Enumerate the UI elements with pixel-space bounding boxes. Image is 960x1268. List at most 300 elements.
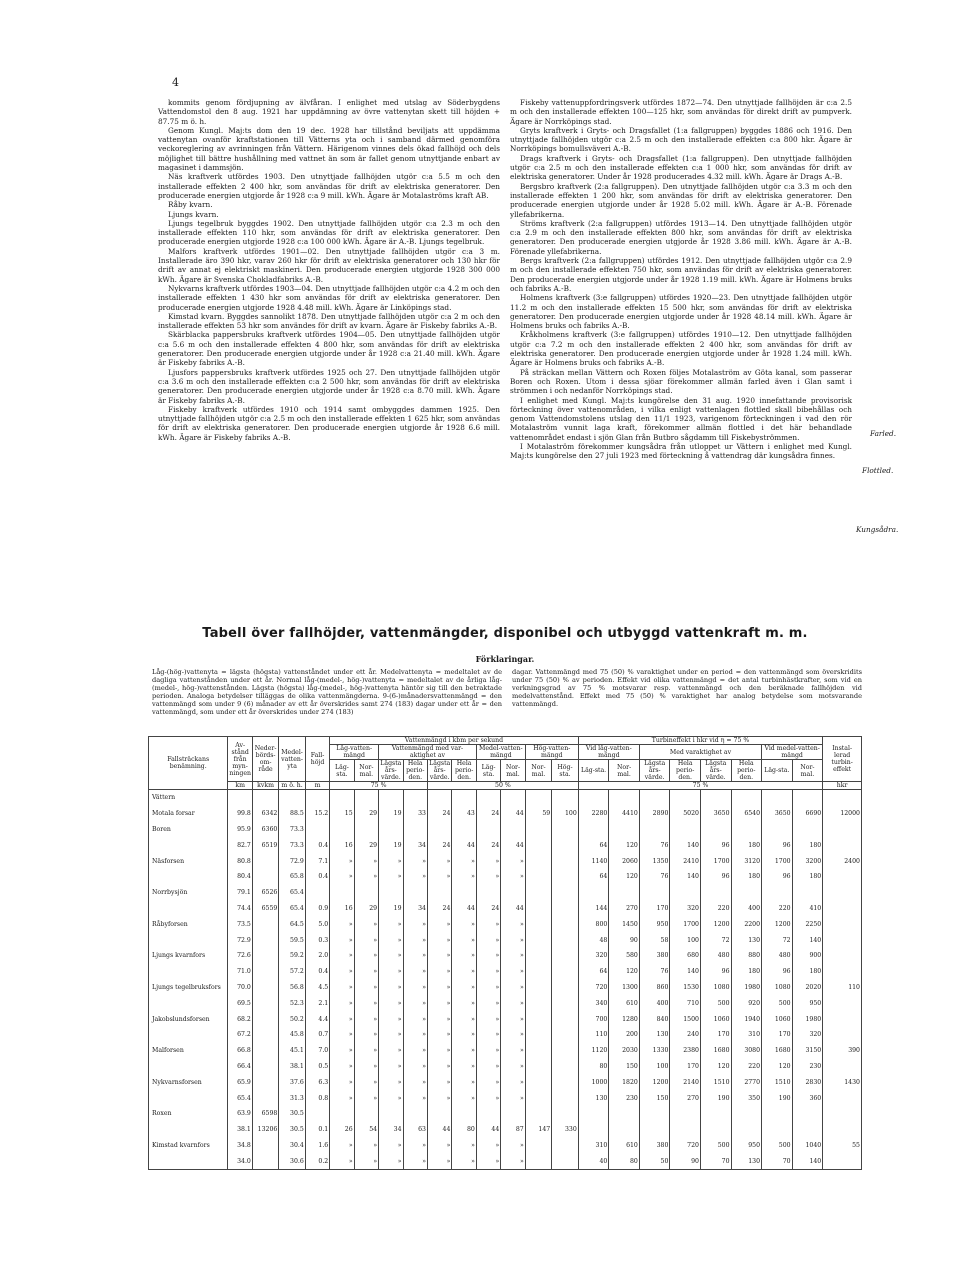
table-cell: 50.2	[279, 1011, 305, 1027]
paragraph: Bergsbro kraftverk (2:a fallgruppen). Den utnyttjade fallhöjden utgör c:a 3.3 m och den installerade effekten 1 200 hkr, som användas för drift av elektriska generatorer. Den producerade energien utgjorde under år 1928 5.02 mill. kWh. Ägare är A.-B. Förenade yllefabrikerna.	[510, 181, 852, 219]
table-cell: 6342	[252, 806, 278, 822]
table-cell	[552, 1090, 579, 1106]
table-cell	[525, 901, 551, 917]
table-cell: 38.1	[279, 1059, 305, 1075]
table-cell	[525, 853, 551, 869]
explanation-right: dagar. Vattenmängd med 75 (50) % varaktighet under en period = den vattenmängd som överskridits under 75 (50) % av perioden. Effekt vid olika vattenmängd = det antal turbinhästkrafter, som vid en verkningsgrad av 75 % motsvarar resp. vattenmängd och den beräknade fallhöjden vid medelvattenstånd. Effekt med 75 (50) % varaktighet har analog betydelse som motsvarande vattenmängd.	[512, 668, 862, 709]
table-cell: »	[330, 964, 354, 980]
table-cell: »	[379, 1153, 403, 1169]
table-cell	[700, 1122, 731, 1138]
table-cell: 87	[501, 1122, 525, 1138]
table-cell: 2020	[792, 980, 823, 996]
table-cell: 96	[700, 837, 731, 853]
table-cell: 2380	[670, 1043, 701, 1059]
table-cell: 120	[762, 1059, 793, 1075]
table-cell: 72.9	[228, 932, 252, 948]
margin-note-flottled: Flottled.	[862, 466, 894, 475]
table-cell: »	[330, 916, 354, 932]
table-cell	[525, 1043, 551, 1059]
table-cell: 64	[578, 837, 609, 853]
table-cell: 350	[731, 1090, 762, 1106]
table-cell: 16	[330, 837, 354, 853]
table-cell: 170	[762, 1027, 793, 1043]
table-cell	[639, 1122, 670, 1138]
table-cell: 1300	[609, 980, 640, 996]
table-cell: 120	[609, 837, 640, 853]
table-row	[149, 1043, 862, 1059]
table-cell: »	[501, 1027, 525, 1043]
table-cell: 230	[609, 1090, 640, 1106]
table-cell: 180	[792, 837, 823, 853]
table-cell	[670, 1122, 701, 1138]
table-cell: 1080	[762, 980, 793, 996]
table-cell: »	[403, 932, 427, 948]
table-cell: 1530	[670, 980, 701, 996]
table-cell: »	[330, 1059, 354, 1075]
table-cell: 15	[330, 806, 354, 822]
table-cell	[305, 1106, 329, 1122]
table-cell: »	[501, 1059, 525, 1075]
table-cell: 580	[609, 948, 640, 964]
table-row	[149, 932, 862, 948]
table-cell	[792, 1106, 823, 1122]
table-cell: »	[476, 1059, 500, 1075]
table-cell	[552, 1027, 579, 1043]
table-cell: 67.2	[228, 1027, 252, 1043]
table-cell	[305, 885, 329, 901]
table-row	[149, 790, 862, 806]
table-cell	[552, 1074, 579, 1090]
table-cell: 6.3	[305, 1074, 329, 1090]
table-cell	[330, 885, 354, 901]
table-cell	[670, 822, 701, 838]
table-cell	[578, 1122, 609, 1138]
row-name-cell: Norrbysjön	[149, 885, 228, 901]
header-normal: Nor-mal.	[792, 760, 823, 782]
table-cell: 45.8	[279, 1027, 305, 1043]
table-cell: 30.5	[279, 1106, 305, 1122]
table-cell: 500	[762, 1138, 793, 1154]
table-cell: »	[427, 1090, 451, 1106]
table-cell: 140	[792, 1153, 823, 1169]
paragraph: Ljungs tegelbruk byggdes 1902. Den utnyttjade fallhöjden utgör c:a 2.3 m och den installerade effekten 110 hkr, som användas för drift av elektriska generatorer. Den producerade energien utgjorde 1928 c:a 100 000 kWh. Ägare är A.-B. Ljungs tegelbruk.	[158, 218, 500, 247]
table-cell: 144	[578, 901, 609, 917]
table-cell: 1000	[578, 1074, 609, 1090]
table-cell: 1980	[792, 1011, 823, 1027]
table-cell: »	[452, 980, 476, 996]
table-cell: 220	[762, 901, 793, 917]
table-cell: »	[354, 869, 378, 885]
table-cell	[427, 885, 451, 901]
table-cell	[501, 1106, 525, 1122]
table-cell: »	[427, 1043, 451, 1059]
table-cell: »	[354, 980, 378, 996]
table-cell: »	[379, 853, 403, 869]
table-cell: »	[403, 1153, 427, 1169]
table-cell	[379, 885, 403, 901]
table-cell: 58	[639, 932, 670, 948]
table-cell	[252, 853, 278, 869]
table-cell: »	[427, 853, 451, 869]
table-cell: 6360	[252, 822, 278, 838]
header-varaktighet: Vattenmängd med var-aktighet av	[379, 745, 477, 760]
table-cell	[252, 964, 278, 980]
header-lagvattenmangd: Låg-vatten-mängd	[330, 745, 379, 760]
table-cell	[252, 932, 278, 948]
table-cell	[639, 790, 670, 806]
table-cell: 6519	[252, 837, 278, 853]
table-cell: »	[476, 995, 500, 1011]
table-cell: »	[354, 1074, 378, 1090]
table-cell: 71.0	[228, 964, 252, 980]
table-cell	[552, 869, 579, 885]
table-cell	[525, 1106, 551, 1122]
table-cell: 900	[792, 948, 823, 964]
table-cell	[609, 1106, 640, 1122]
table-cell: »	[379, 916, 403, 932]
table-cell: »	[476, 853, 500, 869]
table-cell: 80	[452, 1122, 476, 1138]
header-lagsta: Läg-sta.	[762, 760, 793, 782]
table-cell: »	[452, 1059, 476, 1075]
table-cell	[330, 1106, 354, 1122]
table-cell	[639, 1106, 670, 1122]
table-cell: 34.8	[228, 1138, 252, 1154]
table-cell: 65.4	[279, 901, 305, 917]
table-cell: 34.0	[228, 1153, 252, 1169]
table-cell	[670, 885, 701, 901]
table-cell: 4410	[609, 806, 640, 822]
header-lagsta-arsvarde: Lägsta års-värde.	[639, 760, 670, 782]
table-cell	[452, 790, 476, 806]
table-cell: 120	[609, 964, 640, 980]
table-cell: 0.3	[305, 932, 329, 948]
table-cell: »	[427, 1153, 451, 1169]
table-cell: »	[379, 932, 403, 948]
table-cell: 0.2	[305, 1153, 329, 1169]
table-cell: 1700	[670, 916, 701, 932]
table-cell: 2200	[731, 916, 762, 932]
header-lagsta: Läg-sta.	[476, 760, 500, 782]
table-row	[149, 869, 862, 885]
table-cell	[823, 790, 862, 806]
table-cell: 100	[639, 1059, 670, 1075]
table-cell: 30.4	[279, 1138, 305, 1154]
table-cell	[525, 932, 551, 948]
table-cell	[731, 790, 762, 806]
table-cell: 1200	[639, 1074, 670, 1090]
table-cell	[792, 822, 823, 838]
table-cell	[823, 1153, 862, 1169]
table-cell	[501, 822, 525, 838]
table-cell: 3650	[700, 806, 731, 822]
table-cell: 200	[609, 1027, 640, 1043]
table-cell: 7.0	[305, 1043, 329, 1059]
table-cell	[252, 1043, 278, 1059]
table-cell: 96	[700, 869, 731, 885]
row-name-cell: Ljungs kvarnfors	[149, 948, 228, 964]
table-cell: »	[403, 1074, 427, 1090]
table-cell	[252, 916, 278, 932]
table-cell: »	[354, 932, 378, 948]
table-row	[149, 916, 862, 932]
table-cell: 860	[639, 980, 670, 996]
table-cell: »	[476, 1153, 500, 1169]
table-cell: »	[501, 1011, 525, 1027]
table-cell	[670, 1106, 701, 1122]
table-cell: 65.8	[279, 869, 305, 885]
table-cell: 180	[792, 869, 823, 885]
table-cell: 55	[823, 1138, 862, 1154]
table-cell: 33	[403, 806, 427, 822]
table-cell: 80	[578, 1059, 609, 1075]
table-cell: »	[379, 964, 403, 980]
table-cell	[525, 822, 551, 838]
row-name-cell	[149, 1059, 228, 1075]
header-vid-medel: Vid medel-vatten-mängd	[762, 745, 823, 760]
table-cell: 96	[762, 869, 793, 885]
row-name-cell	[149, 1090, 228, 1106]
row-name-cell: Jakobslundsforsen	[149, 1011, 228, 1027]
table-cell: 1980	[731, 980, 762, 996]
table-cell: 1120	[578, 1043, 609, 1059]
table-row	[149, 837, 862, 853]
paragraph: Ströms kraftverk (2:a fallgruppen) utfördes 1913—14. Den utnyttjade fallhöjden utgör c:a 2.9 m och den installerade effekten 800 hkr, som användas för drift av elektriska generatorer. Den producerade energien utgjorde år 1928 3.86 mill. kWh. Ägare är A.-B. Förenade yllefabrikerna.	[510, 218, 852, 256]
table-cell: »	[452, 853, 476, 869]
header-normal: Nor-mal.	[609, 760, 640, 782]
table-cell: 130	[731, 932, 762, 948]
table-cell: 4.5	[305, 980, 329, 996]
table-cell: 0.4	[305, 837, 329, 853]
table-cell: »	[379, 1138, 403, 1154]
table-cell: 52.3	[279, 995, 305, 1011]
table-cell: 63.9	[228, 1106, 252, 1122]
table-cell	[762, 1106, 793, 1122]
table-cell: »	[354, 1043, 378, 1059]
table-cell: 1430	[823, 1074, 862, 1090]
table-cell	[823, 822, 862, 838]
table-cell	[552, 995, 579, 1011]
table-cell	[552, 885, 579, 901]
table-cell	[427, 1106, 451, 1122]
paragraph: På sträckan mellan Vättern och Roxen följes Motalaström av Göta kanal, som passerar Boren och Roxen. Utom i dessa sjöar förekommer allmän farled även i Glan samt i strömmen i och nedanför Norrköpings stad.	[510, 367, 852, 396]
table-cell: 6526	[252, 885, 278, 901]
table-cell	[552, 822, 579, 838]
table-cell: 1510	[700, 1074, 731, 1090]
row-name-cell	[149, 1027, 228, 1043]
table-cell: »	[379, 1027, 403, 1043]
paragraph: Kråkholmens kraftverk (3:e fallgruppen) utfördes 1910—12. Den utnyttjade fallhöjden utgör c:a 7.2 m och den installerade effekten 2 400 hkr, som användas för drift av elektriska generatorer. Den producerade energien utgjorde under år 1928 1.24 mill. kWh. Ägare är Holmens bruks och fabriks A.-B.	[510, 330, 852, 368]
table-cell: 920	[731, 995, 762, 1011]
table-row	[149, 1106, 862, 1122]
table-cell: 0.9	[305, 901, 329, 917]
table-cell: 380	[639, 948, 670, 964]
table-cell	[252, 1138, 278, 1154]
table-cell: 130	[639, 1027, 670, 1043]
table-cell: »	[330, 1011, 354, 1027]
table-cell: »	[354, 1059, 378, 1075]
table-cell: 310	[578, 1138, 609, 1154]
row-name-cell	[149, 869, 228, 885]
table-cell: »	[501, 1090, 525, 1106]
right-text-column	[510, 98, 852, 461]
table-cell: 180	[731, 964, 762, 980]
table-cell	[823, 1059, 862, 1075]
table-cell: »	[354, 1011, 378, 1027]
table-cell: 680	[670, 948, 701, 964]
row-name-cell	[149, 901, 228, 917]
table-cell: »	[403, 1027, 427, 1043]
table-cell: 44	[452, 901, 476, 917]
table-row	[149, 1153, 862, 1169]
table-cell: »	[476, 916, 500, 932]
table-cell: »	[403, 1090, 427, 1106]
paragraph: Holmens kraftverk (3:e fallgruppen) utfördes 1920—23. Den utnyttjade fallhöjden utgör 11.2 m och den installerade effekten 15 500 hkr, som användas för drift av elektriska generatorer. Den producerade energien utgjorde under år 1928 48.14 mill. kWh. Ägare är Holmens bruks och fabriks A.-B.	[510, 293, 852, 331]
paragraph: Ljungs kvarn.	[168, 209, 219, 219]
table-cell: 82.7	[228, 837, 252, 853]
table-cell: 79.1	[228, 885, 252, 901]
table-cell: 500	[700, 1138, 731, 1154]
table-cell: 2030	[609, 1043, 640, 1059]
table-cell	[762, 790, 793, 806]
table-cell: 5020	[670, 806, 701, 822]
table-cell: 7.1	[305, 853, 329, 869]
table-cell: »	[452, 1090, 476, 1106]
table-title: Tabell över fallhöjder, vattenmängder, disponibel och utbyggd vattenkraft m. m.	[202, 626, 808, 641]
table-cell	[354, 1106, 378, 1122]
table-cell: 26	[330, 1122, 354, 1138]
table-cell: »	[452, 948, 476, 964]
table-cell: »	[452, 1074, 476, 1090]
table-cell: 1680	[762, 1043, 793, 1059]
table-cell: 170	[700, 1027, 731, 1043]
table-cell: »	[501, 995, 525, 1011]
table-cell: 0.1	[305, 1122, 329, 1138]
table-cell: »	[354, 995, 378, 1011]
table-cell: 1080	[700, 980, 731, 996]
table-cell	[639, 885, 670, 901]
table-cell: 38.1	[228, 1122, 252, 1138]
table-cell: 96	[762, 964, 793, 980]
table-row	[149, 964, 862, 980]
paragraph: I Motalaström förekommer kungsådra från utloppet ur Vättern i enlighet med Kungl. Maj:ts kungörelse den 27 juli 1923 med förteckning å vattendrag där kungsådra finnes.	[510, 441, 852, 461]
table-cell	[731, 822, 762, 838]
table-cell: »	[330, 1138, 354, 1154]
paragraph: Fiskeby kraftverk utfördes 1910 och 1914 samt ombyggdes dammen 1925. Den utnyttjade fallhöjden utgör c:a 2.5 m och den installerade effekten 1 625 hkr, som användas för drift av elektriska generatorer. Den producerade energien utgjorde år 1928 6.6 mill. kWh. Ägare är Fiskeby fabriks A.-B.	[158, 404, 500, 442]
table-cell: 70.0	[228, 980, 252, 996]
table-cell: 76	[639, 837, 670, 853]
table-cell: 73.3	[279, 837, 305, 853]
table-cell: »	[379, 1043, 403, 1059]
table-cell	[252, 995, 278, 1011]
table-cell: 720	[578, 980, 609, 996]
table-row	[149, 948, 862, 964]
table-cell: 72.9	[279, 853, 305, 869]
table-cell	[452, 1106, 476, 1122]
table-cell: »	[476, 932, 500, 948]
table-cell	[762, 885, 793, 901]
table-cell: 120	[700, 1059, 731, 1075]
header-hogsta: Hög-sta.	[552, 760, 579, 782]
table-cell: 110	[823, 980, 862, 996]
page-number: 4	[172, 76, 179, 89]
paragraph: Skärblacka pappersbruks kraftverk utfördes 1904—05. Den utnyttjade fallhöjden utgör c:a 5.6 m och den installerade effekten 4 800 hkr, som användas för drift av elektriska generatorer. Den producerade energien utgjorde under år 1928 c:a 21.40 mill. kWh. Ägare är Fiskeby fabriks A.-B.	[158, 330, 500, 368]
explanations-heading: Förklaringar.	[475, 654, 535, 664]
table-cell	[762, 822, 793, 838]
table-cell	[525, 837, 551, 853]
table-cell: »	[354, 916, 378, 932]
table-cell: »	[427, 1011, 451, 1027]
table-cell	[823, 901, 862, 917]
table-cell	[525, 790, 551, 806]
table-cell: 0.4	[305, 964, 329, 980]
paragraph: Bergs kraftverk (2:a fallgruppen) utfördes 1912. Den utnyttjade fallhöjden utgör c:a 2.9 m och den installerade effekten 750 hkr, som användas för drift av elektriska generatorer. Den producerade energien utgjorde under år 1928 1.19 mill. kWh. Ägare är Holmens bruks och fabriks A.-B.	[510, 256, 852, 293]
table-cell: »	[427, 964, 451, 980]
header-installerad: Instal-lerad turbin-effekt	[823, 737, 862, 782]
row-name-cell	[149, 995, 228, 1011]
table-cell	[476, 1106, 500, 1122]
table-cell: »	[330, 980, 354, 996]
table-cell	[525, 980, 551, 996]
table-cell: 1330	[639, 1043, 670, 1059]
table-cell	[476, 822, 500, 838]
table-cell: 40	[578, 1153, 609, 1169]
table-cell: »	[354, 853, 378, 869]
table-cell	[552, 916, 579, 932]
table-cell: »	[379, 1090, 403, 1106]
table-cell: 68.2	[228, 1011, 252, 1027]
table-cell: 480	[762, 948, 793, 964]
table-cell	[252, 1059, 278, 1075]
table-cell	[792, 790, 823, 806]
table-cell: 320	[578, 948, 609, 964]
paragraph: I enlighet med Kungl. Maj:ts kungörelse den 31 aug. 1920 innefattande provisorisk förteckning över vattenområden, i vilka enligt vattenlagen flottled skall bibehållas och genom Vattendomstolens utslag den 11/1 1923, varigenom förteckningen i vad den rör Motalaström vunnit laga kraft, förekommer allmän flottled i det här behandlade vattenområdet endast i sjön Glan från Butbro sågdamm till Fiskebyströmmen.	[510, 395, 852, 442]
margin-note-farled: Farled.	[870, 429, 897, 438]
table-cell: 45.1	[279, 1043, 305, 1059]
table-cell	[670, 790, 701, 806]
table-cell: »	[403, 869, 427, 885]
row-name-cell: Råbyforsen	[149, 916, 228, 932]
table-cell: 90	[670, 1153, 701, 1169]
table-cell: »	[379, 995, 403, 1011]
left-text-column	[158, 98, 500, 442]
table-row	[149, 1090, 862, 1106]
table-cell: »	[476, 1074, 500, 1090]
header-varaktighet-effekt: Med varaktighet av	[639, 745, 761, 760]
table-cell: »	[501, 1074, 525, 1090]
paragraph: Råby kvarn.	[168, 200, 213, 210]
table-cell: 76	[639, 964, 670, 980]
table-cell: 50	[639, 1153, 670, 1169]
table-cell: 0.7	[305, 1027, 329, 1043]
table-cell: 16	[330, 901, 354, 917]
table-cell: 950	[792, 995, 823, 1011]
table-cell: »	[379, 869, 403, 885]
table-cell: 6540	[731, 806, 762, 822]
table-cell	[552, 837, 579, 853]
table-cell: »	[501, 980, 525, 996]
table-cell: »	[476, 964, 500, 980]
table-row	[149, 1059, 862, 1075]
table-cell: »	[354, 1138, 378, 1154]
table-cell	[525, 964, 551, 980]
header-fallhojd: Fall-höjd	[305, 737, 329, 782]
table-cell: »	[501, 932, 525, 948]
table-cell: 37.6	[279, 1074, 305, 1090]
table-cell	[552, 790, 579, 806]
unit-moh: m ö. h.	[279, 782, 305, 790]
table-cell: 54	[354, 1122, 378, 1138]
